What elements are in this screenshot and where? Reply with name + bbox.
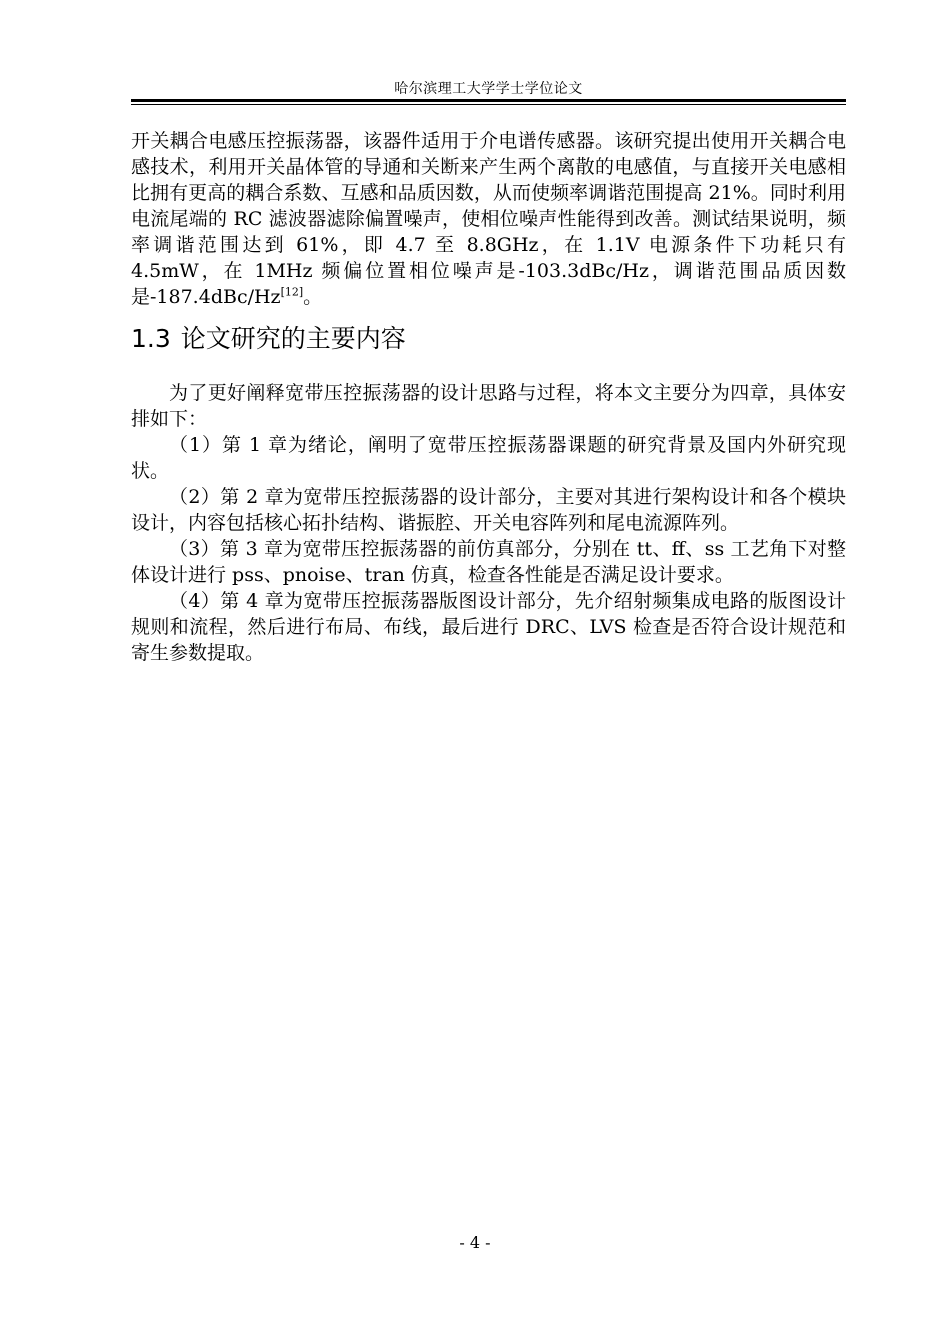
- paragraph-continued: [131, 128, 846, 310]
- paragraph-tail: 。: [303, 286, 323, 308]
- page-body: [131, 128, 846, 666]
- paragraph-chapter-1: （1）第 1 章为绪论，阐明了宽带压控振荡器课题的研究背景及国内外研究现状。: [131, 434, 846, 482]
- header-rule-thick: [131, 99, 846, 102]
- section-number: 1.3: [131, 324, 171, 353]
- section-heading: [131, 322, 846, 356]
- paragraph-chapter-4: （4）第 4 章为宽带压控振荡器版图设计部分，先介绍射频集成电路的版图设计规则和流程，然后进行布局、布线，最后进行 DRC、LVS 检查是否符合设计规范和寄生参数提取。: [131, 590, 846, 664]
- header-rule-thin: [131, 104, 846, 105]
- page-number: - 4 -: [459, 1233, 491, 1252]
- citation-mark: [12]: [280, 285, 304, 299]
- paragraph-chapter-2: （2）第 2 章为宽带压控振荡器的设计部分，主要对其进行架构设计和各个模块设计，内容包括核心拓扑结构、谐振腔、开关电容阵列和尾电流源阵列。: [131, 486, 846, 534]
- paragraph-chapter-3: （3）第 3 章为宽带压控振荡器的前仿真部分，分别在 tt、ff、ss 工艺角下对整体设计进行 pss、pnoise、tran 仿真，检查各性能是否满足设计要求。: [131, 538, 846, 586]
- paragraph-text: 开关耦合电感压控振荡器，该器件适用于介电谱传感器。该研究提出使用开关耦合电感技术，利用开关晶体管的导通和关断来产生两个离散的电感值，与直接开关电感相比拥有更高的耦合系数、互感和品质因数，从而使频率调谐范围提高 21%。同时利用电流尾端的 RC 滤波器滤除偏置噪声，使相位噪声性能得到改善。测试结果说明，频率调谐范围达到 61%，即 4.7 至 8.8GHz，在 1.1V 电源条件下功耗只有 4.5mW，在 1MHz 频偏位置相位噪声是-103.3dBc/Hz，调谐范围品质因数是-187.4dBc/Hz: [131, 130, 846, 308]
- paragraph-intro: 为了更好阐释宽带压控振荡器的设计思路与过程，将本文主要分为四章，具体安排如下：: [131, 382, 846, 430]
- section-title: 论文研究的主要内容: [180, 324, 406, 353]
- running-header: 哈尔滨理工大学学士学位论文: [394, 81, 583, 97]
